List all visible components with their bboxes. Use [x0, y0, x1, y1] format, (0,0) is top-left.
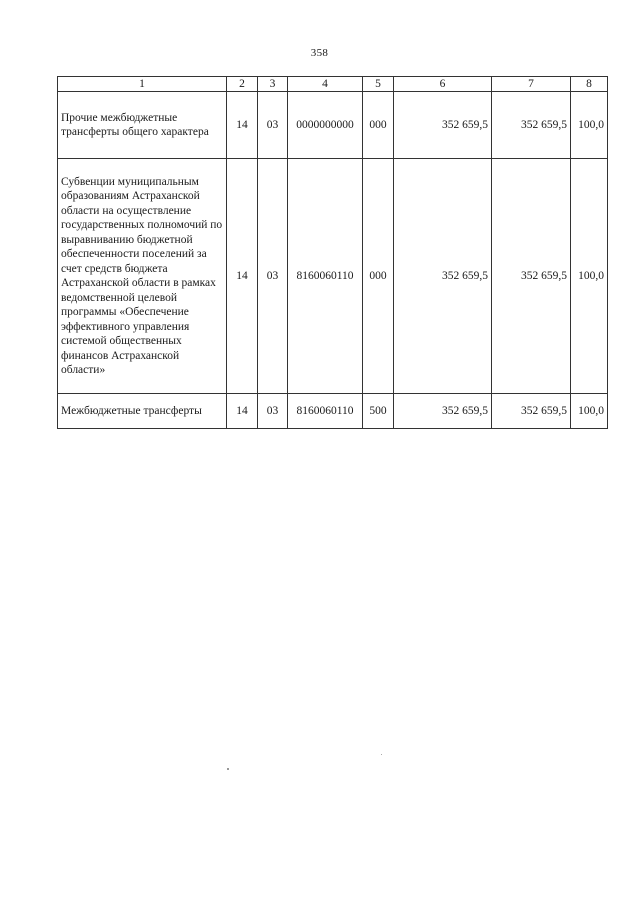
page-number: 358 [310, 47, 329, 59]
cell-col7: 352 659,5 [492, 394, 571, 429]
cell-target-code: 0000000000 [288, 92, 363, 159]
table-row [58, 394, 608, 429]
cell-expense-type: 500 [363, 394, 394, 429]
table-header-row [58, 77, 608, 92]
cell-target-code: 8160060110 [288, 159, 363, 394]
column-header: 3 [258, 77, 288, 92]
cell-col7: 352 659,5 [492, 159, 571, 394]
row-name: Субвенции муниципальным образованиям Астраханской области на осуществление государственных полномочий по выравниванию бюджетной обеспеченности поселений за счет средств бюджета Астраханской области в рамках ведомственной целевой программы «Обеспечение эффективного управления системой общественных финансов Астраханской области» [58, 159, 227, 394]
column-header: 1 [58, 77, 227, 92]
cell-section: 14 [227, 159, 258, 394]
column-header: 2 [227, 77, 258, 92]
column-header: 8 [571, 77, 608, 92]
cell-col8: 100,0 [571, 394, 608, 429]
cell-col8: 100,0 [571, 92, 608, 159]
scan-speck [227, 768, 229, 770]
cell-col6: 352 659,5 [394, 394, 492, 429]
cell-subsection: 03 [258, 394, 288, 429]
table-row [58, 159, 608, 394]
cell-target-code: 8160060110 [288, 394, 363, 429]
cell-col6: 352 659,5 [394, 92, 492, 159]
cell-subsection: 03 [258, 92, 288, 159]
column-header: 5 [363, 77, 394, 92]
cell-subsection: 03 [258, 159, 288, 394]
cell-expense-type: 000 [363, 159, 394, 394]
scan-speck [381, 754, 382, 755]
cell-expense-type: 000 [363, 92, 394, 159]
column-header: 6 [394, 77, 492, 92]
row-name: Прочие межбюджетные трансферты общего характера [58, 92, 227, 159]
budget-table [57, 76, 608, 429]
cell-section: 14 [227, 394, 258, 429]
column-header: 7 [492, 77, 571, 92]
cell-col8: 100,0 [571, 159, 608, 394]
row-name: Межбюджетные трансферты [58, 394, 227, 429]
cell-col6: 352 659,5 [394, 159, 492, 394]
table-row [58, 92, 608, 159]
cell-col7: 352 659,5 [492, 92, 571, 159]
column-header: 4 [288, 77, 363, 92]
cell-section: 14 [227, 92, 258, 159]
